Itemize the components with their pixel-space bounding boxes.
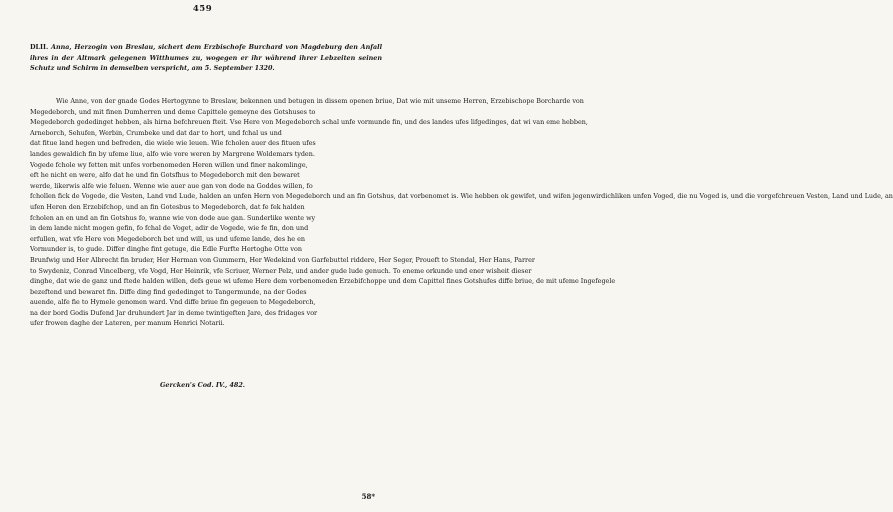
body-line: na der bord Godis Dufend Jar druhundert Jar in deme twintigeften Jare, des fridages vor — [30, 308, 318, 317]
document-heading — [30, 42, 382, 74]
body-line: Vormunder is, to gude. Differ dinghe fint getuge, die Edle Furfte Hertoghe Otte von — [30, 245, 302, 254]
body-line: Megedeborch, und mit finen Dumherren und deme Capittele gemeyne des Gotshuses to — [30, 107, 316, 116]
body-line: erfullen, wat vfe Here von Megedeborch bet und will, us und ufeme lande, des he en — [30, 234, 305, 243]
body-line: bezeftend und bewaret fin. Diffe ding find gededinget to Tangermunde, na der Godes — [30, 287, 307, 296]
body-line: to Swydeniz, Conrad Vincelberg, vfe Vogd, Her Heinrik, vfe Scriuer, Werner Pelz, und ander gude lude genuch. To eneme orkunde und ener wisheit dieser — [30, 266, 532, 275]
body-line: Vogede fchole wy fetten mit unfes vorbenomeden Heren willen und finer nakomlinge, — [30, 160, 308, 169]
document-regest: Anna, Herzogin von Breslau, sichert dem Erzbischofe Burchard von Magdeburg den Anfall ihres in der Altmark gelegenen Witthumes zu, wogegen er ihr während ihrer Lebzeiten seinen Schutz und Schirm in demselben verspricht, am 5. September 1320. — [30, 43, 382, 73]
body-line: ufen Heren den Erzebifchop, und an fin Gotesbus to Megedeborch, dat fe fek halden — [30, 202, 305, 211]
sheet-signature: 58* — [361, 492, 375, 501]
body-line: Wie Anne, von der gnade Godes Hertogynne to Breslaw, bekennen und betugen in dissem openen briue, Dat wie mit unseme Herren, Erzebischope Borcharde von — [56, 97, 584, 105]
document-number: DLII. — [30, 43, 49, 51]
body-line: fcholen an en und an fin Gotshus fo, wanne wie von dode aue gan. Sunderlike wente wy — [30, 213, 316, 222]
page-number: 459 — [192, 4, 213, 14]
body-line: auende, alfe fie to Hymele genomen ward. Vnd diffe briue fin gegeuen to Megedeborch, — [30, 298, 316, 307]
document-body — [30, 96, 893, 329]
body-line: eft he nicht en were, alfo dat he und fin Gotsfhus to Megedeborch mit den bewaret — [30, 171, 300, 180]
body-line: ufer frowen daghe der Lateren, per manum Henrici Notarii. — [30, 319, 225, 328]
body-line: Brunfwig und Her Albrecht fin bruder, Her Herman von Gummern, Her Wedekind von Garfebuttel riddere, Her Seger, Proueft to Stendal, Her Hans, Parrer — [30, 255, 535, 264]
body-line: dat fitue land hegen und befreden, die wiele wie leuen. Wie fcholen auer des fituen ufes — [30, 139, 316, 148]
source-citation: Gercken's Cod. IV., 482. — [159, 381, 246, 389]
body-line: dinghe, dat wie de ganz und ftede halden willen, defs geue wi ufeme Here dem vorbenomeden Erzebifchoppe und dem Capittel fines Gotshufes diffe briue, de mit ufeme Ingefegele — [30, 277, 616, 286]
body-line: werde, likerwis alfe wie feluen. Wenne wie auer aue gan von dode na Goddes willen, fo — [30, 181, 313, 190]
body-line: landes gewaldich fin by ufeme liue, alfo wie vore weren by Margrene Woldemars tyden. — [30, 149, 315, 158]
body-line: Arneborch, Sehufen, Werbin, Crumbeke und dat dar to hort, und fchal us und — [30, 128, 282, 137]
body-line: in dem lande nicht mogen gefin, fo fchal de Voget, adir de Vogede, wie fe fin, don und — [30, 224, 309, 233]
body-line: fchollen fick de Vogede, die Vesten, Land vnd Lude, halden an unfen Hern von Megedeborch und an fin Gotshus, dat vorbenomet is. Wie hebben ok gewifet, und wifen jegenwirdichliken unfen Voged, die nu Voged is, und die vorgefchreuen Vesten, Land und Lude, an — [30, 192, 893, 201]
body-line: Megedeborch gededinget hebben, als hirna befchreuen fteit. Vse Here von Megedeborch schal unfe vormunde fin, und des landes ufes lifgedinges, dat wi van eme hebben, — [30, 118, 588, 127]
